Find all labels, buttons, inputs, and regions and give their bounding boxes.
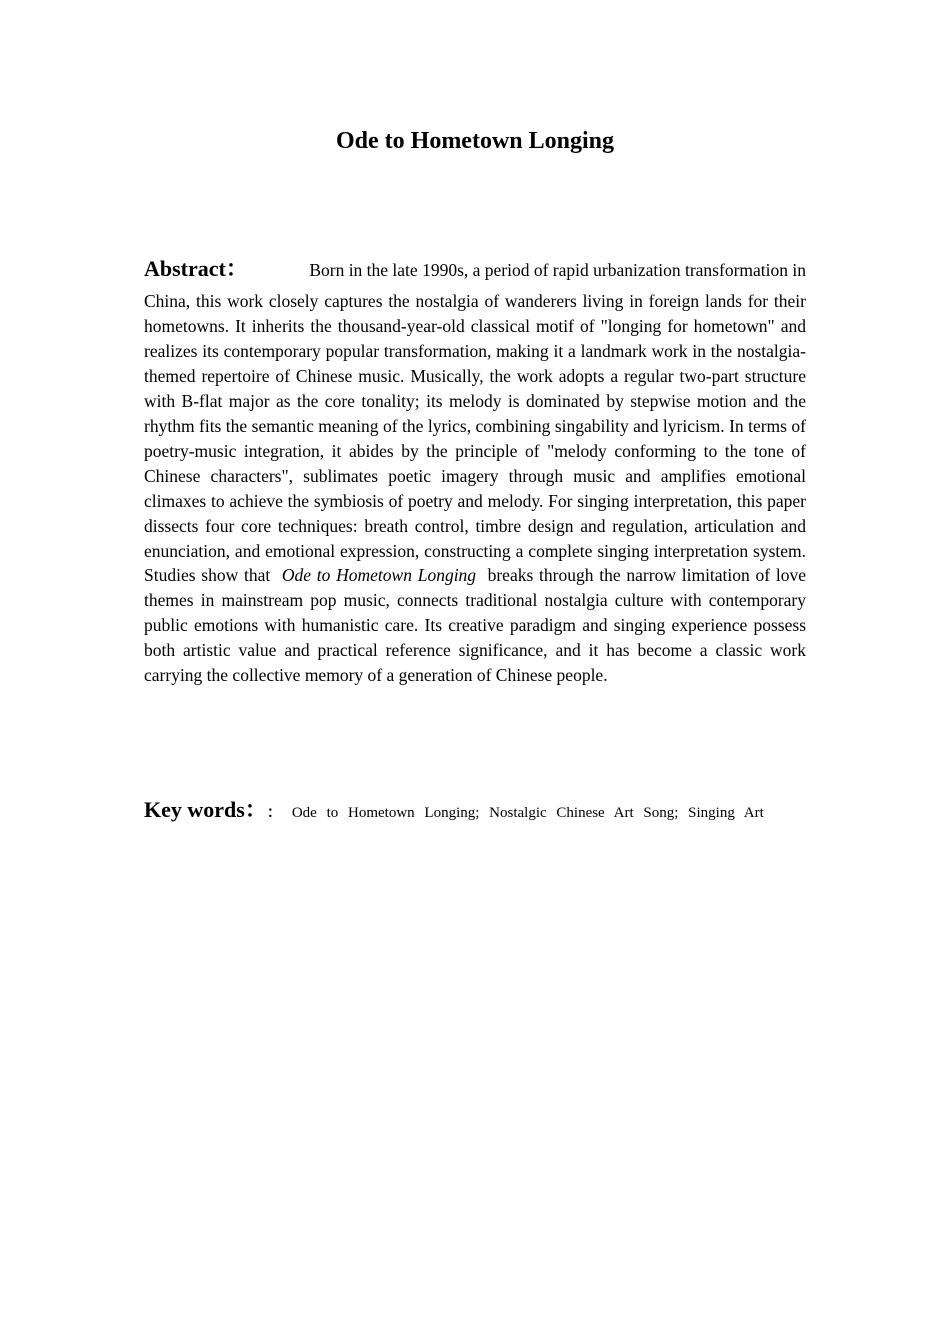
document-title: Ode to Hometown Longing xyxy=(335,128,614,154)
keywords-label: Key words： xyxy=(144,797,267,822)
abstract-label: Abstract： xyxy=(144,256,248,281)
abstract-text-before-title: China, this work closely captures the nostalgia of wanderers living in foreign lands for their hometowns. It inherits the thousand-year-old classical motif of "longing for hometown" and realizes its contemporary popular transformation, making it a landmark work in the nostalgia-themed repertoire of Chinese music. Musically, the work adopts a regular two-part structure with B-flat major as the core tonality; its melody is dominated by stepwise motion and the rhythm fits the semantic meaning of the lyrics, combining singability and lyricism. In terms of poetry-music integration, it abides by the principle of "melody conforming to the tone of Chinese characters", sublimates poetic imagery through music and amplifies emotional climaxes to achieve the symbiosis of poetry and melody. For singing interpretation, this paper dissects four core techniques: breath control, timbre design and regulation, articulation and enunciation, and emotional expression, constructing a complete singing interpretation system. Studies show that xyxy=(144,291,806,586)
abstract-text-after-title: breaks through the narrow limitation of love themes in mainstream pop music, connects traditional nostalgia culture with contemporary public emotions with humanistic care. Its creative paradigm and singing experience possess both artistic value and practical reference significance, and it has become a classic work carrying the collective memory of a generation of Chinese people. xyxy=(144,565,807,686)
keywords-separator: ： xyxy=(266,805,282,821)
abstract-first-line xyxy=(144,252,806,283)
keywords-line xyxy=(144,793,806,824)
abstract-body xyxy=(144,289,806,688)
keywords-value: Ode to Hometown Longing; Nostalgic Chinese Art Song; Singing Art xyxy=(291,805,764,821)
abstract-first-line-text: Born in the late 1990s, a period of rapid urbanization transformation in xyxy=(309,260,806,280)
abstract-italic-title: Ode to Hometown Longing xyxy=(281,565,477,586)
